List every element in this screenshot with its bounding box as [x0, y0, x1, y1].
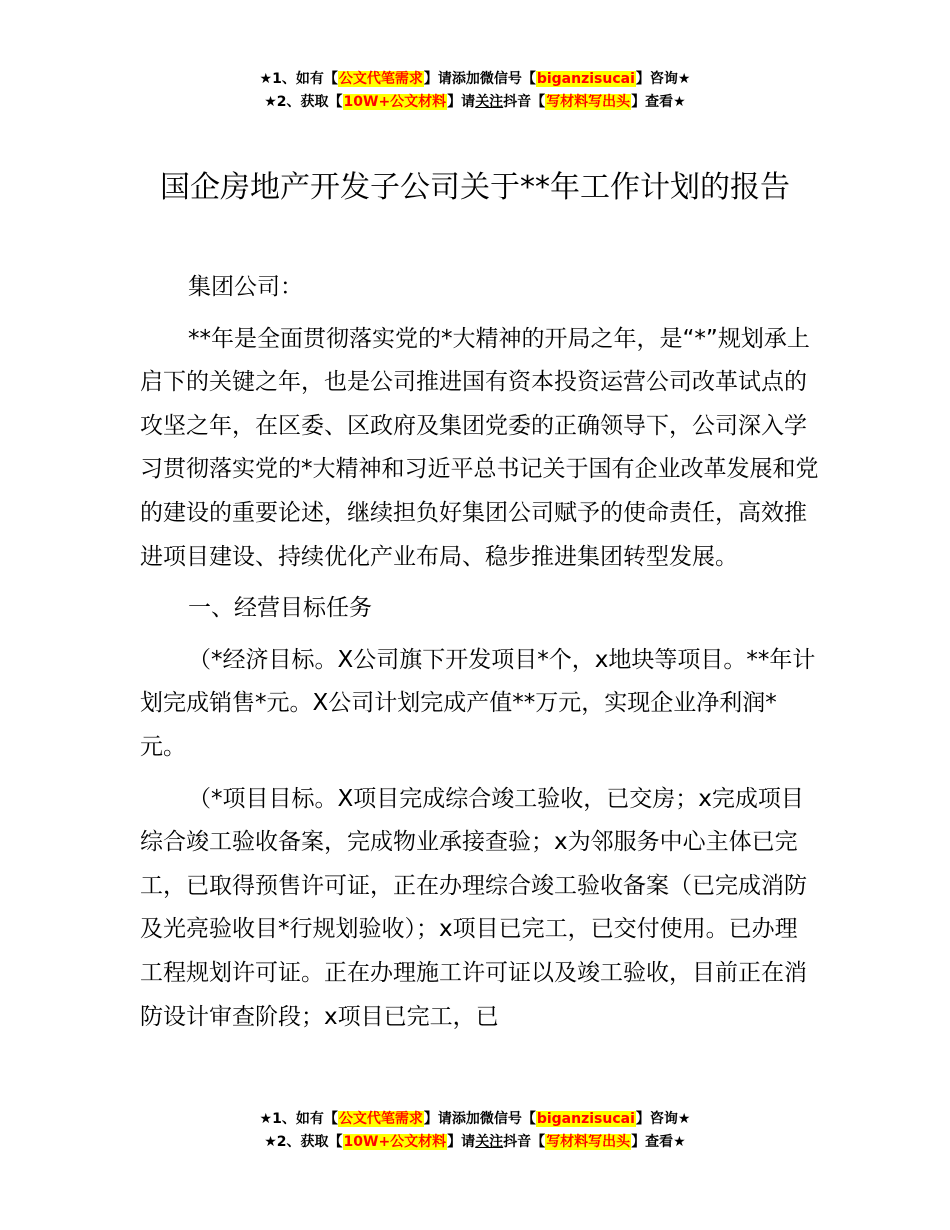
highlight-text: 写材料写出头 [546, 1134, 631, 1150]
header-banner [0, 68, 950, 114]
wechat-id: biganzisucai [536, 1111, 635, 1127]
banner-line-1 [0, 1108, 950, 1131]
underlined-text: 关注 [475, 1134, 504, 1150]
banner-text: 】咨询★ [635, 1111, 691, 1127]
banner-line-2 [0, 91, 950, 114]
section-heading: 一、经营目标任务 [188, 595, 372, 622]
banner-text: 】请 [447, 94, 476, 110]
banner-text: 】请添加微信号【 [423, 1111, 536, 1127]
banner-text: ★1、如有【 [259, 1111, 338, 1127]
banner-text: ★2、获取【 [264, 94, 343, 110]
banner-text: 】请 [447, 1134, 476, 1150]
banner-line-2 [0, 1131, 950, 1154]
paragraph: （*经济目标。X公司旗下开发项目*个，x地块等项目。**年计划完成销售*元。X公司计划完成产值**万元，实现企业净利润*元。 [140, 646, 816, 760]
document-body [140, 266, 820, 1047]
banner-text: 抖音【 [503, 94, 546, 110]
underlined-text: 关注 [475, 94, 504, 110]
banner-text: 】查看★ [631, 1134, 686, 1150]
highlight-text: 写材料写出头 [546, 94, 631, 110]
footer-banner [0, 1108, 950, 1154]
banner-text: 】查看★ [631, 94, 686, 110]
banner-text: 】咨询★ [635, 71, 691, 87]
banner-text: 抖音【 [503, 1134, 546, 1150]
paragraph: （*项目目标。X项目完成综合竣工验收，已交房；x完成项目综合竣工验收备案，完成物业承接查验；x为邻服务中心主体已完工，已取得预售许可证，正在办理综合竣工验收备案（已完成消防及光亮验收目*行规划验收）；x项目已完工，已交付使用。已办理工程规划许可证。正在办理施工许可证以及竣工验收，目前正在消防设计审查阶段；x项目已完工，已 [140, 785, 807, 1030]
paragraph: **年是全面贯彻落实党的*大精神的开局之年，是“*”规划承上启下的关键之年，也是公司推进国有资本投资运营公司改革试点的攻坚之年，在区委、区政府及集团党委的正确领导下，公司深入学习贯彻落实党的*大精神和习近平总书记关于国有企业改革发展和党的建设的重要论述，继续担负好集团公司赋予的使命责任，高效推进项目建设、持续优化产业布局、稳步推进集团转型发展。 [140, 325, 819, 570]
banner-line-1 [0, 68, 950, 91]
wechat-id: biganzisucai [536, 71, 635, 87]
document-title: 国企房地产开发子公司关于**年工作计划的报告 [160, 170, 790, 205]
banner-text: ★2、获取【 [264, 1134, 343, 1150]
salutation: 集团公司： [188, 274, 303, 300]
highlight-text: 公文代笔需求 [338, 71, 423, 87]
banner-text: 】请添加微信号【 [423, 71, 536, 87]
banner-text: ★1、如有【 [259, 71, 338, 87]
highlight-text: 10W+公文材料 [343, 1134, 447, 1150]
highlight-text: 10W+公文材料 [343, 94, 447, 110]
highlight-text: 公文代笔需求 [338, 1111, 423, 1127]
